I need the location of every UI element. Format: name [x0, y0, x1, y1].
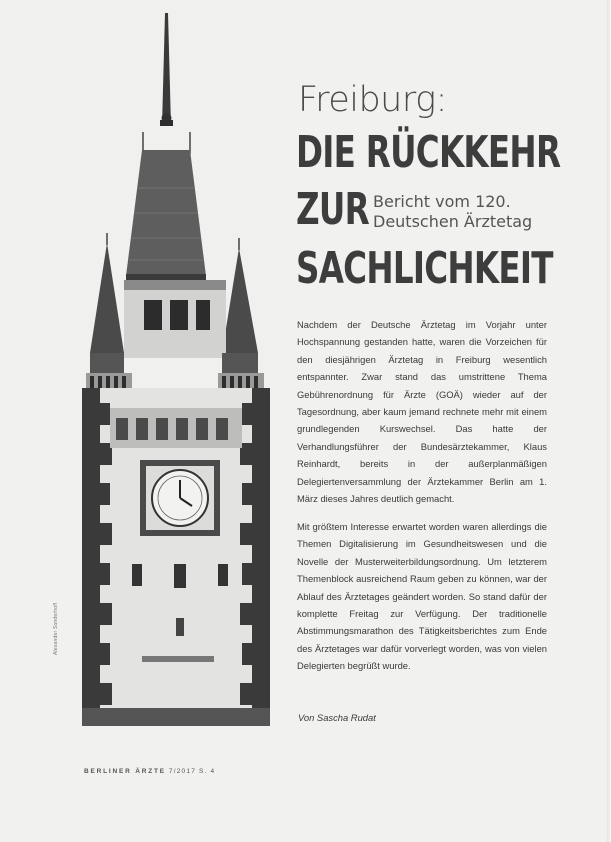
headline-line-2: ZUR	[296, 184, 369, 235]
article-byline: Von Sascha Rudat	[298, 712, 376, 723]
headline-line-3: SACHLICHKEIT	[296, 243, 553, 294]
article-paragraph-1: Nachdem der Deutsche Ärztetag im Vorjahr unter Hochspannung gestanden hatte, waren die Vorzeichen für den diesjährigen Ärztetag in Freiburg wesentlich entspannter. Zwar stand das umstrittene Thema Gebührenordnung für Ärzte (GOÄ) wieder auf der Tagesordnung, aber kaum jemand rechnete mehr mit einem grundlegenden Kurswechsel. Das hatte der Verhandlungsführer der Bundesärztekammer, Klaus Reinhardt, bereits in der außerplanmäßigen Delegiertenversammlung der Ärztekammer Berlin am 1. März dieses Jahres deutlich gemacht.	[297, 319, 547, 505]
article-paragraph-2: Mit größtem Interesse erwartet worden waren allerdings die Themen Digitalisierung im Gesundheitswesen und die Novelle der Musterweiterbildungsordnung. Um letzterem Themenblock ausreichend Raum geben zu können, war der Ablauf des Ärztetages geändert worden. So stand dafür der komplette Freitag zur Verfügung. Der traditionelle Abstimmungsmarathon des Tätigkeitsberichtes zum Ende des Ärztetages war dafür vorverlegt worden, was von vielen Delegierten begrüßt wurde.	[297, 521, 547, 672]
photo-credit: Alexander Sonderhoff	[53, 602, 59, 655]
footer-issue: 7/2017 S. 4	[168, 768, 216, 775]
subtitle-line-2: Deutschen Ärztetag	[373, 212, 533, 231]
page-footer	[84, 768, 215, 775]
gate-tower-photo	[82, 8, 270, 726]
page-edge	[607, 0, 611, 842]
article-kicker: Freiburg:	[298, 80, 447, 120]
article-subtitle	[373, 192, 532, 232]
headline-line-1: DIE RÜCKKEHR	[296, 127, 561, 178]
footer-publication: BERLINER ÄRZTE	[84, 768, 166, 775]
subtitle-line-1: Bericht vom 120.	[373, 192, 511, 211]
